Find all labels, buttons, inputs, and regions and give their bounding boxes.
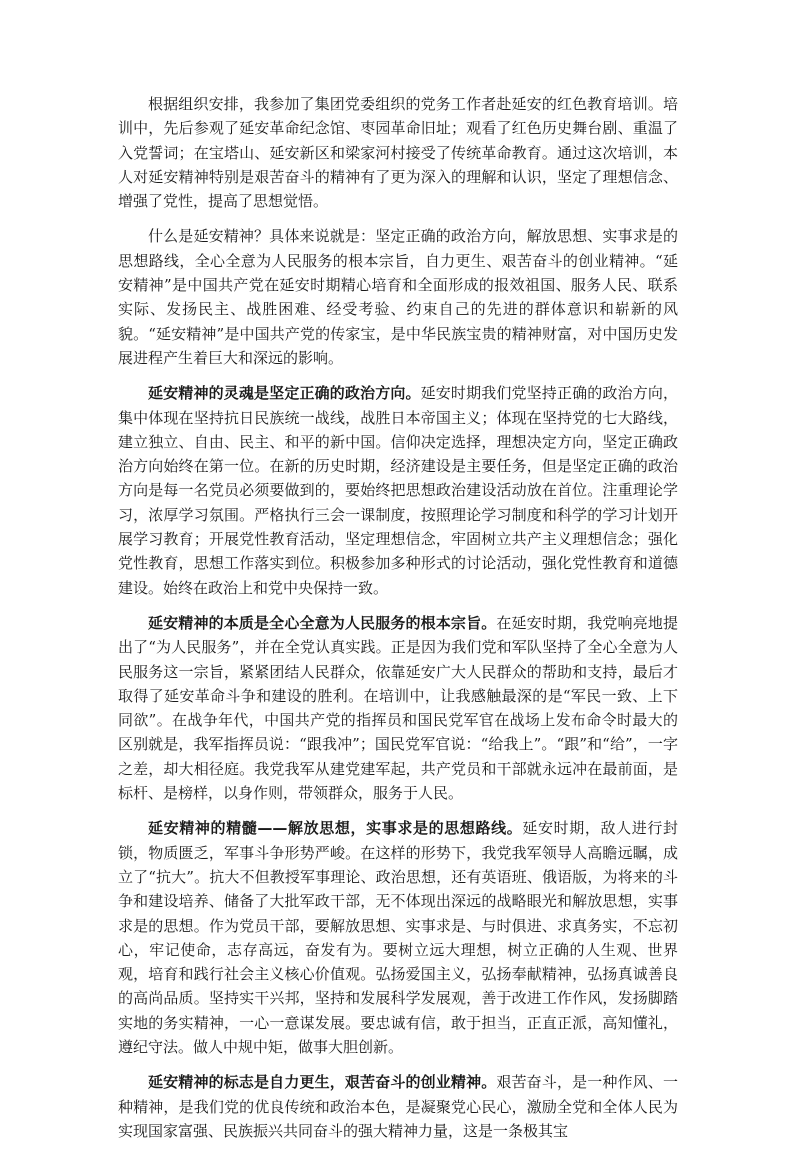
paragraph-lead: 延安精神的灵魂是坚定正确的政治方向。 <box>148 384 421 403</box>
paragraph-symbol <box>118 1070 678 1143</box>
paragraph-text: 什么是延安精神？具体来说就是：坚定正确的政治方向，解放思想、实事求是的思想路线，全心全意为人民服务的根本宗旨，自力更生、艰苦奋斗的创业精神。“延安精神”是中国共产党在延安时期精心培育和全面形成的报效祖国、服务人民、联系实际、发扬民主、战胜困难、经受考验、约束自己的先进的群体意识和崭新的风貌。“延安精神”是中国共产党的传家宝，是中华民族宝贵的精神财富，对中国历史发展进程产生着巨大和深远的影响。 <box>118 227 678 367</box>
paragraph-lead: 延安精神的本质是全心全意为人民服务的根本宗旨。 <box>148 613 497 632</box>
paragraph-lead: 延安精神的标志是自力更生，艰苦奋斗的创业精神。 <box>148 1073 497 1092</box>
paragraph-text: 根据组织安排，我参加了集团党委组织的党务工作者赴延安的红色教育培训。培训中，先后参观了延安革命纪念馆、枣园革命旧址；观看了红色历史舞台剧、重温了入党誓词；在宝塔山、延安新区和梁家河村接受了传统革命教育。通过这次培训，本人对延安精神特别是艰苦奋斗的精神有了更为深入的理解和认识，坚定了理想信念、增强了党性，提高了思想觉悟。 <box>118 95 678 211</box>
paragraph-essence <box>118 611 678 805</box>
paragraph-definition <box>118 224 678 370</box>
paragraph-lead: 延安精神的精髓——解放思想，实事求是的思想路线。 <box>148 819 523 838</box>
document-page <box>118 92 678 1154</box>
paragraph-text: 在延安时期，我党响亮地提出了“为人民服务”，并在全党认真实践。正是因为我们党和军队坚持了全心全意为人民服务这一宗旨，紧紧团结人民群众，依靠延安广大人民群众的帮助和支持，最后才取得了延安革命斗争和建设的胜利。在培训中，让我感触最深的是“军民一致、上下同欲”。在战争年代，中国共产党的指挥员和国民党军官在战场上发布命令时最大的区别就是，我军指挥员说：“跟我冲”；国民党军官说：“给我上”。“跟”和“给”，一字之差，却大相径庭。我党我军从建党建军起，共产党员和干部就永远冲在最前面，是标杆、是榜样，以身作则，带领群众，服务于人民。 <box>118 613 678 803</box>
paragraph-text: 延安时期我们党坚持正确的政治方向，集中体现在坚持抗日民族统一战线，战胜日本帝国主义；体现在坚持党的七大路线，建立独立、自由、民主、和平的新中国。信仰决定选择，理想决定方向，坚定正确政治方向始终在第一位。在新的历史时期，经济建设是主要任务，但是坚定正确的政治方向是每一名党员必须要做到的，要始终把思想政治建设活动放在首位。注重理论学习，浓厚学习氛围。严格执行三会一课制度，按照理论学习制度和科学的学习计划开展学习教育；开展党性教育活动，坚定理想信念，牢固树立共产主义理想信念；强化党性教育，思想工作落实到位。积极参加多种形式的讨论活动，强化党性教育和道德建设。始终在政治上和党中央保持一致。 <box>118 384 678 597</box>
paragraph-text: 艰苦奋斗，是一种作风、一种精神，是我们党的优良传统和政治本色，是凝聚党心民心，激励全党和全体人民为实现国家富强、民族振兴共同奋斗的强大精神力量，这是一条极其宝 <box>118 1073 678 1140</box>
paragraph-intro <box>118 92 678 213</box>
paragraph-text: 延安时期，敌人进行封锁，物质匮乏，军事斗争形势严峻。在这样的形势下，我党我军领导人高瞻远瞩，成立了“抗大”。抗大不但教授军事理论、政治思想，还有英语班、俄语版，为将来的斗争和建设培养、储备了大批军政干部，无不体现出深远的战略眼光和解放思想，实事求是的思想。作为党员干部，要解放思想、实事求是、与时俱进、求真务实，不忘初心，牢记使命，志存高远，奋发有为。要树立远大理想，树立正确的人生观、世界观，培育和践行社会主义核心价值观。弘扬爱国主义，弘扬奉献精神，弘扬真诚善良的高尚品质。坚持实干兴邦，坚持和发展科学发展观，善于改进工作作风，发扬脚踏实地的务实精神，一心一意谋发展。要忠诚有信，敢于担当，正直正派，高知懂礼，遵纪守法。做人中规中矩，做事大胆创新。 <box>118 819 678 1056</box>
paragraph-marrow <box>118 816 678 1059</box>
paragraph-soul <box>118 381 678 600</box>
